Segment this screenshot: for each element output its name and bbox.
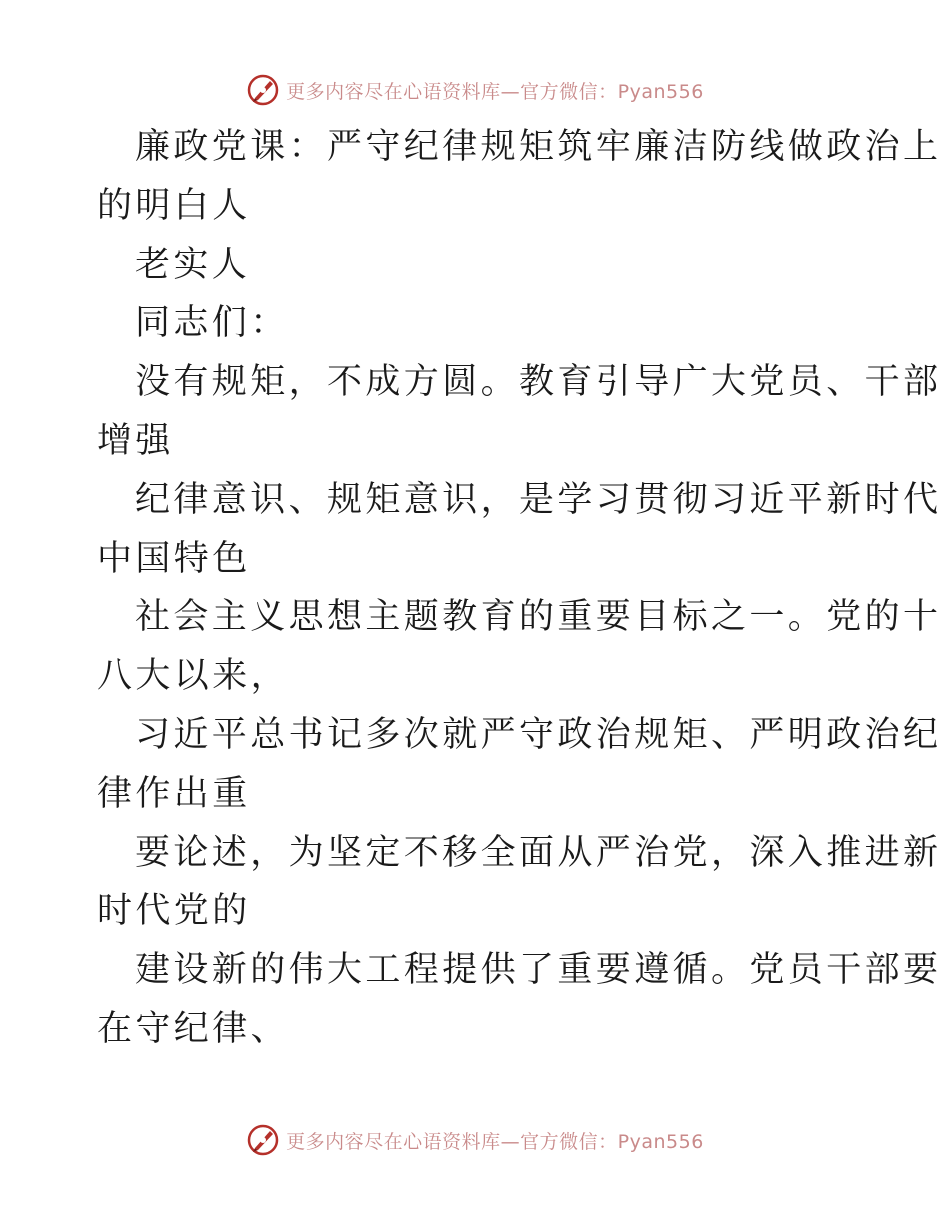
text-line: 同志们：	[135, 303, 289, 344]
text-line: 廉政党课：严守纪律规矩筑牢廉洁防线做政治上	[135, 127, 942, 167]
text-line: 增强	[97, 420, 174, 461]
wechat-id: Pyan556	[617, 1130, 704, 1153]
text-line: 社会主义思想主题教育的重要目标之一。党的十	[135, 597, 942, 638]
text-line: 习近平总书记多次就严守政治规矩、严明政治纪	[135, 714, 942, 755]
header-banner	[0, 70, 950, 110]
footer-banner-text	[286, 1127, 704, 1154]
text-line: 律作出重	[97, 773, 251, 814]
text-line: 八大以来，	[97, 656, 290, 697]
banner-promo-text: 更多内容尽在心语资料库—官方微信：	[286, 1130, 618, 1153]
text-line: 纪律意识、规矩意识，是学习贯彻习近平新时代	[135, 479, 942, 520]
text-line: 老实人	[135, 244, 251, 285]
wechat-id: Pyan556	[617, 80, 704, 103]
text-line: 时代党的	[97, 891, 251, 932]
header-banner-text	[286, 77, 704, 104]
text-line: 建设新的伟大工程提供了重要遵循。党员干部要	[135, 950, 942, 991]
text-line: 中国特色	[97, 538, 251, 579]
document-body	[97, 118, 942, 1059]
footer-banner	[0, 1120, 950, 1160]
quill-pen-circle-icon	[246, 73, 280, 107]
quill-pen-circle-icon	[246, 1123, 280, 1157]
banner-promo-text: 更多内容尽在心语资料库—官方微信：	[286, 80, 618, 103]
text-line: 的明白人	[97, 185, 251, 226]
text-line: 要论述，为坚定不移全面从严治党，深入推进新	[135, 832, 942, 873]
text-line: 在守纪律、	[97, 1008, 290, 1049]
text-line: 没有规矩，不成方圆。教育引导广大党员、干部	[135, 362, 942, 403]
